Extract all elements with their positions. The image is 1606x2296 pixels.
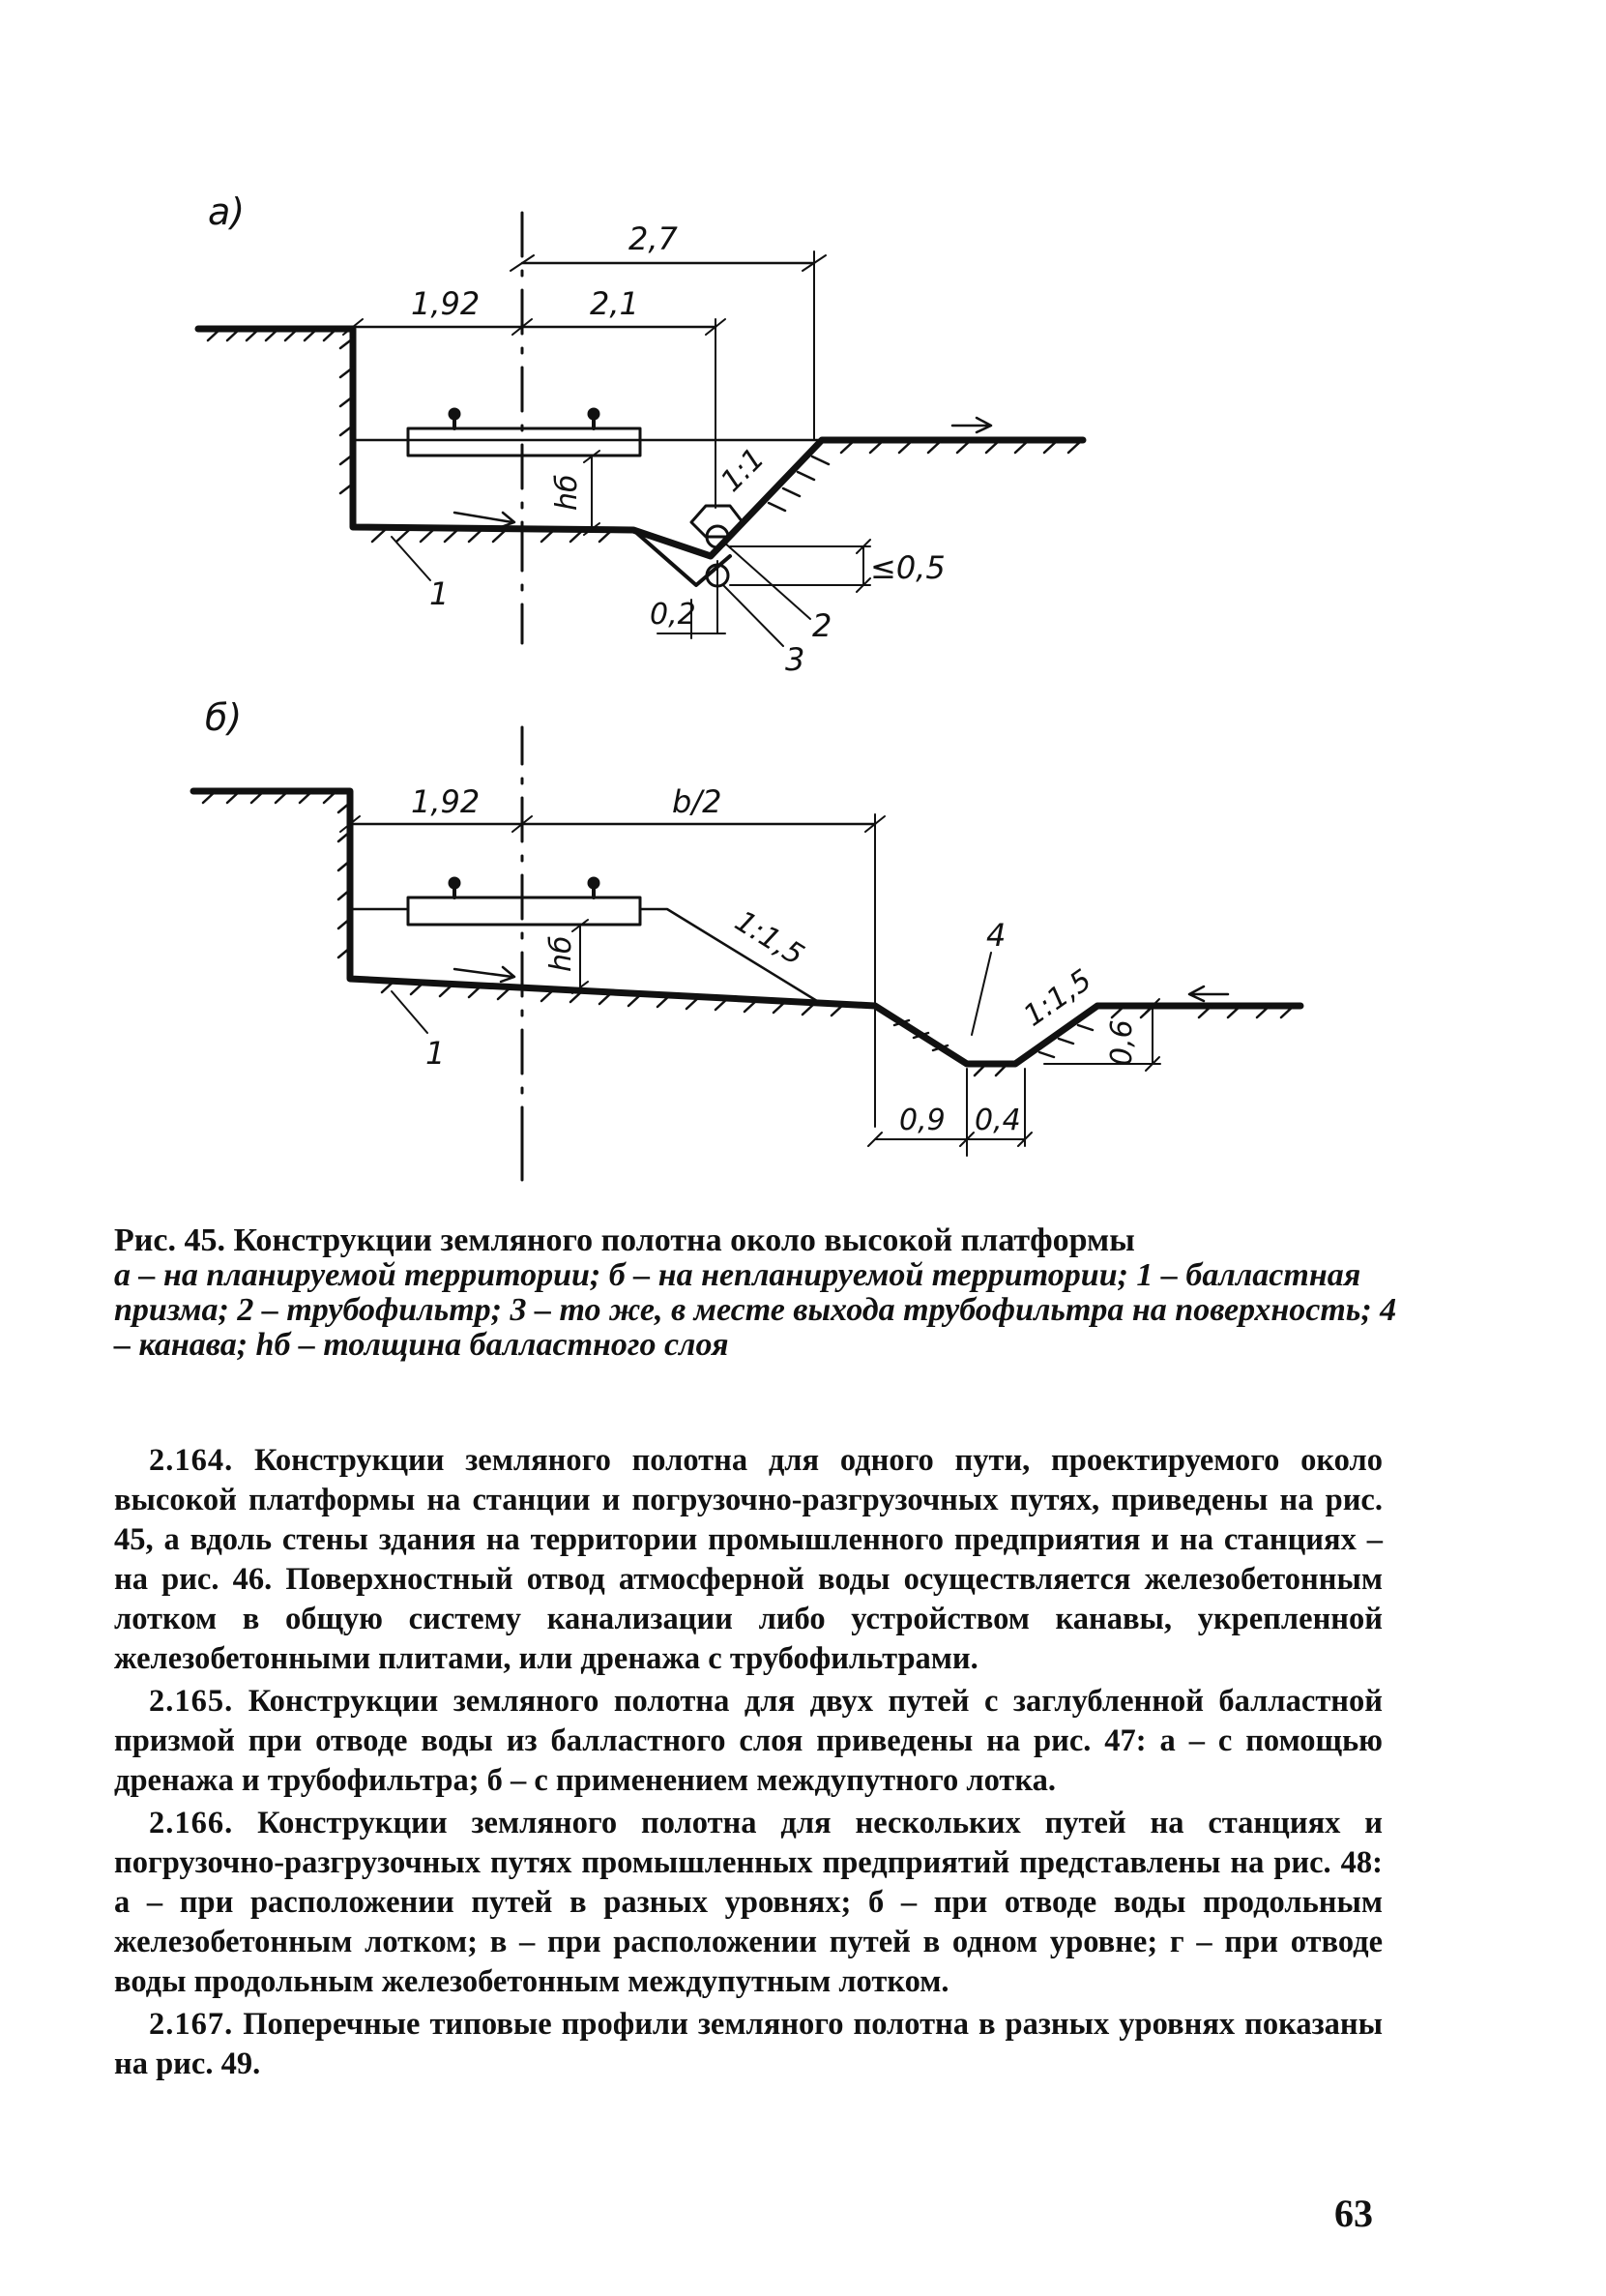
paragraph-2-164 (114, 1441, 1383, 1679)
caption-title: Рис. 45. Конструкции земляного полотна около высокой платформы (114, 1222, 1135, 1258)
panel-b-dim-04: 0,4 (975, 1104, 1021, 1137)
panel-b-dim-left: 1,92 (411, 783, 481, 820)
panel-b-callout-1: 1 (425, 1035, 446, 1072)
panel-a-callout-3: 3 (785, 641, 805, 678)
panel-a-dim-top: 2,7 (628, 221, 678, 257)
panel-b-slope-2: 1:1,5 (1017, 962, 1098, 1034)
paragraph-text: Конструкции земляного полотна для нескольких путей на станциях и погрузочно-разгрузочных путях промышленных предприятий представлены на рис. 48: а – при расположении путей в разных уровнях; б – при отводе воды продольным железобетонным лотком; в – при расположении путей в одном уровне; г – при отводе воды продольным железобетонным междупутным лотком. (114, 1806, 1383, 1999)
paragraph-2-166 (114, 1804, 1383, 2002)
paragraph-2-167 (114, 2005, 1383, 2084)
panel-a-dim-le: ≤0,5 (870, 549, 946, 586)
panel-a-slope: 1:1 (714, 441, 772, 499)
panel-a-dim-02: 0,2 (650, 598, 696, 632)
panel-a-callout-1: 1 (429, 575, 450, 612)
panel-b-callout-4: 4 (986, 917, 1007, 954)
panel-b-label: б) (205, 696, 243, 739)
panel-b-dim-09: 0,9 (899, 1104, 946, 1137)
panel-b-dim-06: 0,6 (1105, 1019, 1139, 1066)
panel-b-slope-1: 1:1,5 (728, 904, 810, 973)
caption-text: а – на планируемой территории; б – на непланируемой территории; 1 – балластная призма; 2 – трубофильтр; 3 – то же, в месте выхода трубофильтра на поверхность; 4 – канава; hб – толщина балластного слоя (114, 1257, 1397, 1363)
paragraph-number: 2.164. (149, 1443, 234, 1478)
paragraph-2-165 (114, 1682, 1383, 1801)
panel-a-label: а) (208, 191, 246, 233)
figure-caption (114, 1223, 1400, 1363)
panel-b-drawing (193, 727, 1300, 1180)
paragraph-number: 2.166. (149, 1806, 234, 1840)
paragraph-text: Конструкции земляного полотна для двух путей с заглубленной балластной призмой при отводе воды из балластного слоя приведены на рис. 47: а – с помощью дренажа и трубофильтра; б – с применением междупутного лотка. (114, 1684, 1383, 1798)
panel-b-dim-half: b/2 (672, 783, 722, 820)
page-number: 63 (1334, 2192, 1373, 2235)
paragraph-text: Конструкции земляного полотна для одного пути, проектируемого около высокой платформы на станции и погрузочно-разгрузочных путях, приведены на рис. 45, а вдоль стены здания на территории промышленного предприятия и на станциях – на рис. 46. Поверхностный отвод атмосферной воды осуществляется железобетонным лотком в общую систему канализации либо устройством канавы, укрепленной железобетонными плитами, или дренажа с трубофильтрами. (114, 1443, 1383, 1676)
panel-a-dim-mid: 2,1 (590, 285, 639, 322)
panel-a-drawing (198, 213, 1083, 646)
panel-a-hb-label: hб (550, 474, 584, 511)
panel-a-callout-2: 2 (812, 607, 832, 644)
body-text (114, 1441, 1383, 2087)
panel-b-hb-label: hб (544, 935, 578, 972)
panel-a-dim-left: 1,92 (411, 285, 481, 322)
paragraph-number: 2.167. (149, 2007, 234, 2042)
paragraph-number: 2.165. (149, 1684, 234, 1719)
paragraph-text: Поперечные типовые профили земляного полотна в разных уровнях показаны на рис. 49. (114, 2007, 1384, 2081)
